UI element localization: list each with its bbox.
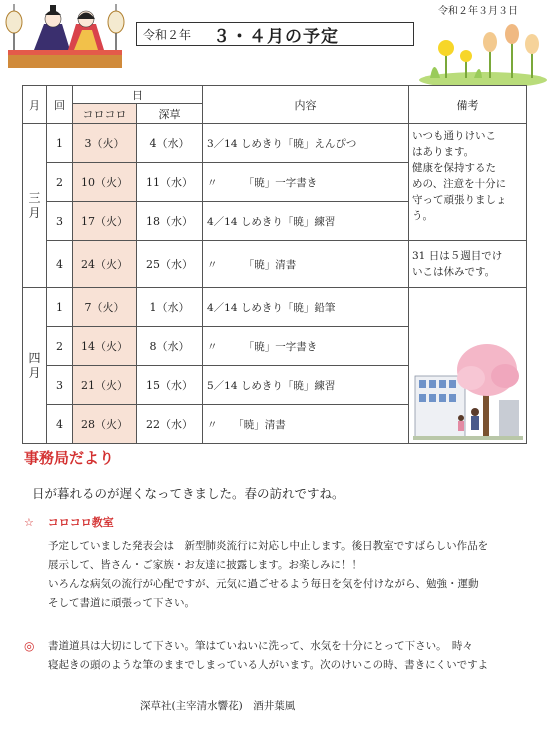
round-cell: 1 [47, 288, 73, 327]
header-class-fukakusa: 深草 [137, 104, 203, 124]
header-day: 日 [73, 86, 203, 104]
date-fukakusa: 1（水） [137, 288, 203, 327]
tulip-icon [483, 32, 497, 78]
male-doll-icon [34, 5, 70, 50]
page-title: ３・４月の予定 [213, 26, 340, 47]
news-paragraph-1: 予定していました発表会は 新型肺炎流行に対応し中止します。後日教室ですばらしい作品を 展示して、皆さん・ご家族・お友達に披露します。お楽しみに！！ いろんな病気の流行が心配ですが、元気に過ごせるよう毎日を気を付けながら、勉強・運動 そして書道に頑張って下さい。 [48, 540, 489, 609]
date-korokoro: 10（火） [73, 163, 137, 202]
round-cell: 2 [47, 163, 73, 202]
header-content: 内容 [203, 86, 409, 124]
date-fukakusa: 15（水） [137, 366, 203, 405]
content-cell: 4／14 しめきり「暁」鉛筆 [203, 288, 409, 327]
date-fukakusa: 18（水） [137, 202, 203, 241]
note-cell-closure: 31 日は５週目でけ いこは休みです。 [409, 241, 527, 288]
date-fukakusa: 4（水） [137, 124, 203, 163]
header-class-korokoro: コロコロ [73, 104, 137, 124]
school-cherry-tree-illustration [413, 340, 523, 440]
header-month: 月 [23, 86, 47, 124]
title-year: 令和２年 [143, 27, 192, 42]
content-cell: 〃 「暁」一字書き [203, 163, 409, 202]
table-row [23, 288, 527, 327]
news-paragraph-2: 書道道具は大切にして下さい。筆はていねいに洗って、水気を十分にとって下さい。 時々 寝起きの頭のような筆のままでしまっている人がいます。次のけいこの時、書きにくいですよ [48, 640, 489, 671]
content-cell: 4／14 しめきり「暁」練習 [203, 202, 409, 241]
date-fukakusa: 11（水） [137, 163, 203, 202]
title-box [136, 22, 414, 46]
header-round: 回 [47, 86, 73, 124]
note-cell-march: いつも通りけいこ はあります。 健康を保持するた めの、注意を十分に 守って頑張りましょ う。 [409, 124, 527, 241]
news-lead: 日が暮れるのが遅くなってきました。春の訪れですね。 [32, 486, 345, 501]
date-korokoro: 14（火） [73, 327, 137, 366]
hina-dolls-illustration [4, 2, 126, 72]
round-cell: 4 [47, 405, 73, 444]
date-korokoro: 7（火） [73, 288, 137, 327]
lantern-icon [108, 4, 124, 52]
round-cell: 3 [47, 202, 73, 241]
content-cell: 〃 「暁」清書 [203, 241, 409, 288]
date-korokoro: 21（火） [73, 366, 137, 405]
section-heading [24, 514, 114, 530]
section-title: コロコロ教室 [47, 516, 114, 529]
note-cell-april [409, 288, 527, 444]
double-circle-icon: ◎ [24, 639, 35, 653]
signature: 深草社(主宰清水響花) 酒井葉風 [140, 700, 296, 712]
dandelion-icon [438, 40, 454, 78]
issue-date: 令和２年３月３日 [438, 6, 518, 17]
date-fukakusa: 8（水） [137, 327, 203, 366]
round-cell: 2 [47, 327, 73, 366]
date-fukakusa: 22（水） [137, 405, 203, 444]
date-korokoro: 17（火） [73, 202, 137, 241]
round-cell: 3 [47, 366, 73, 405]
header-notes: 備考 [409, 86, 527, 124]
tulip-icon [505, 24, 519, 78]
month-cell-april: 四 月 [23, 288, 47, 444]
date-fukakusa: 25（水） [137, 241, 203, 288]
month-cell-march: 三 月 [23, 124, 47, 288]
spring-flowers-illustration [418, 16, 548, 86]
content-cell: 〃 「暁」一字書き [203, 327, 409, 366]
tulip-icon [525, 34, 539, 78]
news-title: 事務局だより [24, 449, 115, 467]
schedule-table [22, 85, 527, 444]
content-cell: 3／14 しめきり「暁」えんぴつ [203, 124, 409, 163]
female-doll-icon [68, 11, 104, 50]
table-row [23, 124, 527, 163]
round-cell: 1 [47, 124, 73, 163]
date-korokoro: 28（火） [73, 405, 137, 444]
star-icon: ☆ [24, 516, 34, 529]
date-korokoro: 3（火） [73, 124, 137, 163]
round-cell: 4 [47, 241, 73, 288]
lantern-icon [6, 4, 22, 52]
date-korokoro: 24（火） [73, 241, 137, 288]
table-row [23, 241, 527, 288]
content-cell: 5／14 しめきり「暁」練習 [203, 366, 409, 405]
content-cell: 〃 「暁」清書 [203, 405, 409, 444]
